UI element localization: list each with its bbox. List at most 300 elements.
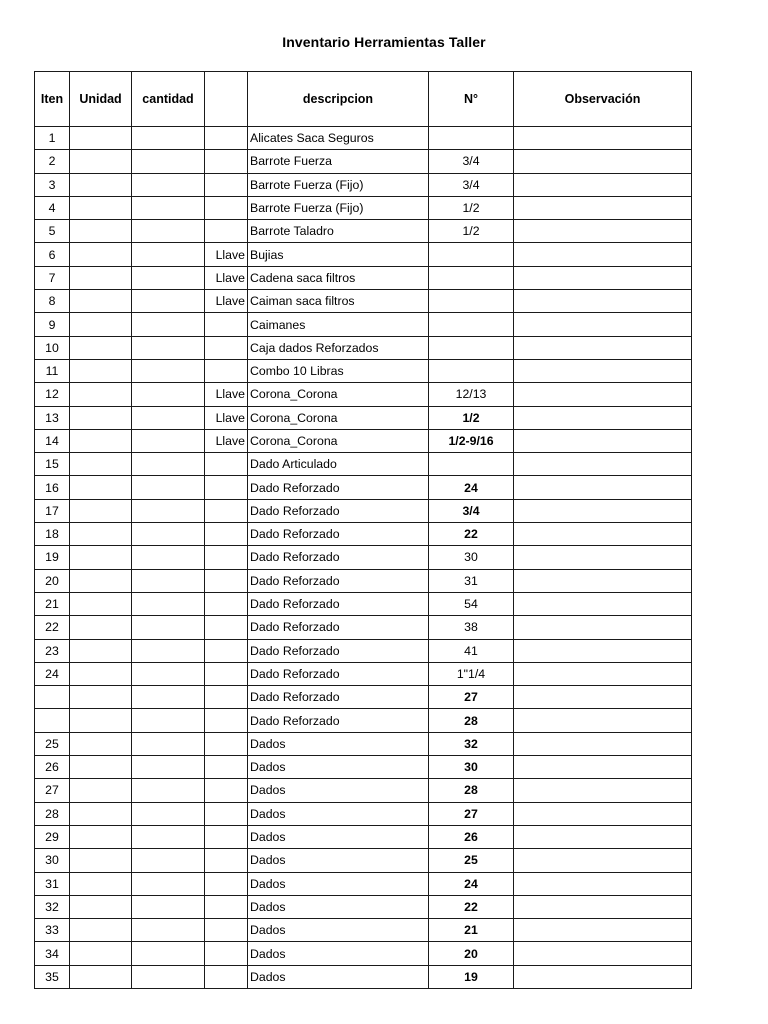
cell-prefix <box>205 942 248 965</box>
cell-prefix <box>205 476 248 499</box>
header-blank <box>205 72 248 127</box>
cell-numero: 1/2 <box>429 220 514 243</box>
cell-observacion <box>514 709 692 732</box>
cell-unidad <box>70 686 132 709</box>
cell-cantidad <box>132 872 205 895</box>
cell-cantidad <box>132 942 205 965</box>
cell-numero: 26 <box>429 825 514 848</box>
cell-prefix: Llave <box>205 266 248 289</box>
table-row <box>35 173 692 196</box>
cell-numero: 1/2 <box>429 406 514 429</box>
cell-descripcion: Barrote Fuerza <box>248 150 429 173</box>
cell-cantidad <box>132 313 205 336</box>
cell-numero: 41 <box>429 639 514 662</box>
cell-prefix <box>205 359 248 382</box>
table-row <box>35 825 692 848</box>
cell-prefix <box>205 499 248 522</box>
table-row <box>35 429 692 452</box>
cell-observacion <box>514 756 692 779</box>
cell-item: 13 <box>35 406 70 429</box>
cell-unidad <box>70 243 132 266</box>
cell-cantidad <box>132 779 205 802</box>
cell-numero: 27 <box>429 686 514 709</box>
cell-numero <box>429 313 514 336</box>
cell-numero: 1/2 <box>429 196 514 219</box>
cell-item: 29 <box>35 825 70 848</box>
table-row <box>35 849 692 872</box>
cell-observacion <box>514 942 692 965</box>
cell-unidad <box>70 779 132 802</box>
cell-item: 23 <box>35 639 70 662</box>
cell-prefix <box>205 313 248 336</box>
cell-descripcion: Dado Reforzado <box>248 569 429 592</box>
cell-observacion <box>514 825 692 848</box>
cell-numero: 22 <box>429 523 514 546</box>
cell-cantidad <box>132 569 205 592</box>
cell-prefix <box>205 919 248 942</box>
cell-unidad <box>70 359 132 382</box>
cell-descripcion: Caja dados Reforzados <box>248 336 429 359</box>
table-row <box>35 732 692 755</box>
table-row <box>35 942 692 965</box>
cell-item: 14 <box>35 429 70 452</box>
header-row <box>35 72 692 127</box>
cell-observacion <box>514 406 692 429</box>
table-row <box>35 523 692 546</box>
cell-prefix <box>205 686 248 709</box>
cell-unidad <box>70 709 132 732</box>
cell-prefix <box>205 825 248 848</box>
cell-prefix: Llave <box>205 429 248 452</box>
cell-item: 7 <box>35 266 70 289</box>
header-numero: N° <box>429 72 514 127</box>
cell-numero: 54 <box>429 592 514 615</box>
cell-observacion <box>514 429 692 452</box>
cell-numero: 30 <box>429 756 514 779</box>
table-row <box>35 779 692 802</box>
cell-unidad <box>70 453 132 476</box>
cell-prefix <box>205 546 248 569</box>
cell-descripcion: Dado Reforzado <box>248 546 429 569</box>
table-row <box>35 476 692 499</box>
table-row <box>35 359 692 382</box>
cell-cantidad <box>132 849 205 872</box>
cell-unidad <box>70 732 132 755</box>
cell-observacion <box>514 895 692 918</box>
cell-item: 17 <box>35 499 70 522</box>
cell-item: 22 <box>35 616 70 639</box>
cell-observacion <box>514 266 692 289</box>
cell-numero <box>429 453 514 476</box>
cell-prefix: Llave <box>205 406 248 429</box>
table-row <box>35 499 692 522</box>
cell-numero: 3/4 <box>429 150 514 173</box>
cell-prefix <box>205 779 248 802</box>
cell-item: 11 <box>35 359 70 382</box>
cell-descripcion: Corona_Corona <box>248 429 429 452</box>
cell-unidad <box>70 965 132 988</box>
cell-descripcion: Bujias <box>248 243 429 266</box>
cell-prefix <box>205 709 248 732</box>
table-body <box>35 127 692 989</box>
cell-unidad <box>70 662 132 685</box>
cell-item: 21 <box>35 592 70 615</box>
cell-numero: 21 <box>429 919 514 942</box>
cell-cantidad <box>132 336 205 359</box>
cell-item: 6 <box>35 243 70 266</box>
cell-descripcion: Dado Reforzado <box>248 592 429 615</box>
table-row <box>35 266 692 289</box>
cell-cantidad <box>132 499 205 522</box>
cell-unidad <box>70 173 132 196</box>
cell-descripcion: Cadena saca filtros <box>248 266 429 289</box>
cell-descripcion: Dado Reforzado <box>248 523 429 546</box>
table-row <box>35 872 692 895</box>
table-row <box>35 313 692 336</box>
cell-observacion <box>514 546 692 569</box>
cell-item: 28 <box>35 802 70 825</box>
cell-descripcion: Dados <box>248 849 429 872</box>
cell-observacion <box>514 336 692 359</box>
cell-numero: 28 <box>429 709 514 732</box>
cell-descripcion: Dado Reforzado <box>248 686 429 709</box>
cell-numero <box>429 243 514 266</box>
cell-cantidad <box>132 243 205 266</box>
cell-cantidad <box>132 709 205 732</box>
cell-item: 15 <box>35 453 70 476</box>
cell-unidad <box>70 942 132 965</box>
cell-descripcion: Dado Reforzado <box>248 499 429 522</box>
cell-descripcion: Dado Reforzado <box>248 709 429 732</box>
cell-cantidad <box>132 895 205 918</box>
cell-observacion <box>514 196 692 219</box>
cell-numero: 1/2-9/16 <box>429 429 514 452</box>
cell-prefix <box>205 965 248 988</box>
cell-item: 25 <box>35 732 70 755</box>
cell-cantidad <box>132 616 205 639</box>
cell-prefix: Llave <box>205 383 248 406</box>
cell-numero: 12/13 <box>429 383 514 406</box>
cell-cantidad <box>132 546 205 569</box>
cell-numero <box>429 336 514 359</box>
cell-observacion <box>514 592 692 615</box>
cell-cantidad <box>132 406 205 429</box>
cell-item: 5 <box>35 220 70 243</box>
cell-cantidad <box>132 802 205 825</box>
cell-cantidad <box>132 383 205 406</box>
cell-item: 9 <box>35 313 70 336</box>
cell-prefix <box>205 336 248 359</box>
cell-item: 24 <box>35 662 70 685</box>
cell-unidad <box>70 825 132 848</box>
cell-unidad <box>70 127 132 150</box>
cell-item: 8 <box>35 290 70 313</box>
cell-descripcion: Dado Articulado <box>248 453 429 476</box>
cell-item: 32 <box>35 895 70 918</box>
cell-cantidad <box>132 196 205 219</box>
table-row <box>35 127 692 150</box>
cell-item: 10 <box>35 336 70 359</box>
cell-cantidad <box>132 919 205 942</box>
cell-unidad <box>70 895 132 918</box>
cell-observacion <box>514 220 692 243</box>
cell-cantidad <box>132 453 205 476</box>
table-row <box>35 756 692 779</box>
cell-descripcion: Dado Reforzado <box>248 476 429 499</box>
cell-unidad <box>70 290 132 313</box>
cell-numero: 31 <box>429 569 514 592</box>
cell-cantidad <box>132 756 205 779</box>
cell-descripcion: Dados <box>248 965 429 988</box>
cell-descripcion: Alicates Saca Seguros <box>248 127 429 150</box>
cell-unidad <box>70 266 132 289</box>
cell-descripcion: Dados <box>248 919 429 942</box>
cell-cantidad <box>132 523 205 546</box>
cell-unidad <box>70 383 132 406</box>
cell-descripcion: Dados <box>248 802 429 825</box>
header-item: Iten <box>35 72 70 127</box>
cell-numero: 3/4 <box>429 173 514 196</box>
table-row <box>35 662 692 685</box>
cell-numero: 24 <box>429 476 514 499</box>
cell-observacion <box>514 662 692 685</box>
table-row <box>35 336 692 359</box>
cell-descripcion: Dado Reforzado <box>248 639 429 662</box>
cell-observacion <box>514 383 692 406</box>
cell-numero <box>429 359 514 382</box>
cell-prefix <box>205 756 248 779</box>
cell-unidad <box>70 802 132 825</box>
cell-observacion <box>514 616 692 639</box>
cell-item: 34 <box>35 942 70 965</box>
cell-prefix <box>205 592 248 615</box>
cell-unidad <box>70 196 132 219</box>
cell-item: 4 <box>35 196 70 219</box>
cell-descripcion: Combo 10 Libras <box>248 359 429 382</box>
cell-descripcion: Corona_Corona <box>248 406 429 429</box>
table-row <box>35 220 692 243</box>
cell-prefix <box>205 220 248 243</box>
cell-numero: 22 <box>429 895 514 918</box>
cell-cantidad <box>132 825 205 848</box>
cell-descripcion: Corona_Corona <box>248 383 429 406</box>
cell-numero: 25 <box>429 849 514 872</box>
cell-descripcion: Dados <box>248 872 429 895</box>
cell-descripcion: Dados <box>248 895 429 918</box>
cell-observacion <box>514 127 692 150</box>
header-observacion: Observación <box>514 72 692 127</box>
cell-prefix: Llave <box>205 290 248 313</box>
cell-cantidad <box>132 220 205 243</box>
cell-cantidad <box>132 429 205 452</box>
table-row <box>35 592 692 615</box>
cell-item: 27 <box>35 779 70 802</box>
cell-unidad <box>70 569 132 592</box>
table-row <box>35 453 692 476</box>
table-row <box>35 616 692 639</box>
cell-observacion <box>514 453 692 476</box>
cell-unidad <box>70 220 132 243</box>
cell-observacion <box>514 150 692 173</box>
cell-observacion <box>514 732 692 755</box>
cell-unidad <box>70 872 132 895</box>
cell-observacion <box>514 359 692 382</box>
cell-descripcion: Dados <box>248 942 429 965</box>
cell-observacion <box>514 639 692 662</box>
cell-numero: 27 <box>429 802 514 825</box>
cell-descripcion: Barrote Fuerza (Fijo) <box>248 173 429 196</box>
cell-item: 18 <box>35 523 70 546</box>
table-row <box>35 639 692 662</box>
cell-cantidad <box>132 150 205 173</box>
cell-unidad <box>70 616 132 639</box>
cell-item: 33 <box>35 919 70 942</box>
cell-unidad <box>70 313 132 336</box>
cell-descripcion: Dados <box>248 732 429 755</box>
cell-numero <box>429 266 514 289</box>
cell-cantidad <box>132 639 205 662</box>
cell-unidad <box>70 919 132 942</box>
cell-cantidad <box>132 965 205 988</box>
cell-cantidad <box>132 359 205 382</box>
table-row <box>35 150 692 173</box>
cell-item <box>35 686 70 709</box>
cell-descripcion: Barrote Taladro <box>248 220 429 243</box>
cell-observacion <box>514 243 692 266</box>
cell-unidad <box>70 499 132 522</box>
cell-observacion <box>514 476 692 499</box>
cell-observacion <box>514 686 692 709</box>
cell-cantidad <box>132 173 205 196</box>
cell-descripcion: Dados <box>248 779 429 802</box>
cell-item: 26 <box>35 756 70 779</box>
cell-cantidad <box>132 662 205 685</box>
table-row <box>35 802 692 825</box>
cell-numero: 32 <box>429 732 514 755</box>
cell-unidad <box>70 523 132 546</box>
table-row <box>35 569 692 592</box>
cell-unidad <box>70 592 132 615</box>
cell-descripcion: Caiman saca filtros <box>248 290 429 313</box>
cell-observacion <box>514 849 692 872</box>
cell-prefix <box>205 569 248 592</box>
table-row <box>35 919 692 942</box>
cell-unidad <box>70 336 132 359</box>
table-row <box>35 686 692 709</box>
cell-unidad <box>70 476 132 499</box>
cell-descripcion: Dado Reforzado <box>248 662 429 685</box>
table-row <box>35 196 692 219</box>
cell-item: 1 <box>35 127 70 150</box>
cell-prefix <box>205 802 248 825</box>
cell-observacion <box>514 313 692 336</box>
cell-descripcion: Dados <box>248 756 429 779</box>
cell-numero: 20 <box>429 942 514 965</box>
cell-observacion <box>514 499 692 522</box>
cell-numero <box>429 127 514 150</box>
inventory-table <box>34 71 692 989</box>
cell-item: 35 <box>35 965 70 988</box>
cell-numero <box>429 290 514 313</box>
cell-prefix <box>205 453 248 476</box>
table-row <box>35 709 692 732</box>
cell-observacion <box>514 919 692 942</box>
table-row <box>35 406 692 429</box>
cell-prefix: Llave <box>205 243 248 266</box>
cell-item: 20 <box>35 569 70 592</box>
cell-prefix <box>205 523 248 546</box>
table-row <box>35 243 692 266</box>
cell-cantidad <box>132 686 205 709</box>
cell-item: 2 <box>35 150 70 173</box>
cell-item: 31 <box>35 872 70 895</box>
cell-numero: 19 <box>429 965 514 988</box>
cell-cantidad <box>132 290 205 313</box>
cell-observacion <box>514 569 692 592</box>
cell-unidad <box>70 756 132 779</box>
table-row <box>35 895 692 918</box>
cell-prefix <box>205 895 248 918</box>
cell-descripcion: Dados <box>248 825 429 848</box>
cell-numero: 30 <box>429 546 514 569</box>
cell-numero: 3/4 <box>429 499 514 522</box>
cell-unidad <box>70 406 132 429</box>
cell-prefix <box>205 173 248 196</box>
table-row <box>35 290 692 313</box>
cell-numero: 24 <box>429 872 514 895</box>
cell-prefix <box>205 732 248 755</box>
cell-prefix <box>205 127 248 150</box>
header-descripcion: descripcion <box>248 72 429 127</box>
cell-prefix <box>205 150 248 173</box>
cell-item: 12 <box>35 383 70 406</box>
header-unidad: Unidad <box>70 72 132 127</box>
cell-cantidad <box>132 732 205 755</box>
cell-descripcion: Dado Reforzado <box>248 616 429 639</box>
cell-item: 16 <box>35 476 70 499</box>
cell-unidad <box>70 429 132 452</box>
cell-descripcion: Caimanes <box>248 313 429 336</box>
cell-observacion <box>514 965 692 988</box>
cell-unidad <box>70 849 132 872</box>
cell-observacion <box>514 523 692 546</box>
header-cantidad: cantidad <box>132 72 205 127</box>
cell-item: 19 <box>35 546 70 569</box>
cell-item: 3 <box>35 173 70 196</box>
document-title: Inventario Herramientas Taller <box>282 34 486 50</box>
cell-prefix <box>205 849 248 872</box>
cell-observacion <box>514 290 692 313</box>
cell-unidad <box>70 546 132 569</box>
cell-observacion <box>514 872 692 895</box>
cell-descripcion: Barrote Fuerza (Fijo) <box>248 196 429 219</box>
cell-unidad <box>70 639 132 662</box>
cell-prefix <box>205 196 248 219</box>
cell-numero: 38 <box>429 616 514 639</box>
cell-item: 30 <box>35 849 70 872</box>
cell-cantidad <box>132 266 205 289</box>
cell-cantidad <box>132 592 205 615</box>
cell-prefix <box>205 616 248 639</box>
table-row <box>35 383 692 406</box>
cell-prefix <box>205 639 248 662</box>
cell-prefix <box>205 662 248 685</box>
cell-observacion <box>514 779 692 802</box>
table-row <box>35 965 692 988</box>
cell-numero: 1"1/4 <box>429 662 514 685</box>
cell-unidad <box>70 150 132 173</box>
cell-cantidad <box>132 476 205 499</box>
